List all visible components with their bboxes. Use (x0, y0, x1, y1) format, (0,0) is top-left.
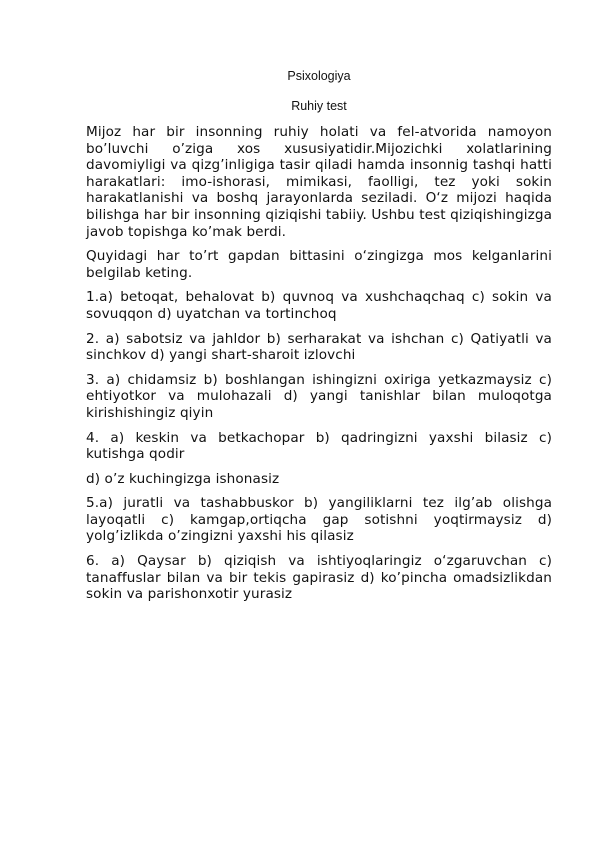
question-4: 4. a) keskin va betkachopar b) qadringizni yaxshi bilasiz c) kutishga qodir (86, 429, 552, 463)
intro-paragraph: Mijoz har bir insonning ruhiy holati va fel-atvorida namoyon bo’luvchi o’ziga xos xususiyatidir.Mijozichki xolatlarining davomiyligi va qizg’inligiga tasir qiladi hamda insonnig tashqi hatti harakatlari: imo-ishorasi, mimikasi, faolligi, tez yoki sokin harakatlanishi va boshq jarayonlarda seziladi. O‘z mijozi haqida bilishga har bir insonning qiziqishi tabiiy. Ushbu test qiziqishingizga javob topishga ko’mak berdi. (86, 124, 552, 240)
instruction-paragraph: Quyidagi har to’rt gapdan bittasini o‘zingizga mos kelganlarini belgilab keting. (86, 248, 552, 281)
question-2: 2. a) sabotsiz va jahldor b) serharakat va ishchan c) Qatiyatli va sinchkov d) yangi shart-sharoit izlovchi (86, 330, 552, 364)
question-3: 3. a) chidamsiz b) boshlangan ishingizni oxiriga yetkazmaysiz c) ehtiyotkor va mulohazali d) yangi tanishlar bilan muloqotga kirishishingiz qiyin (86, 371, 552, 421)
question-1: 1.a) betoqat, behalovat b) quvnoq va xushchaqchaq c) sokin va sovuqqon d) uyatchan va tortinchoq (86, 289, 552, 322)
subject-heading: Psixologiya (287, 69, 351, 83)
question-5: 5.a) juratli va tashabbuskor b) yangiliklarni tez ilg’ab olishga layoqatli c) kamgap,ortiqcha gap sotishni yoqtirmaysiz d) yolg’izlikda o’zingizni yaxshi his qilasiz (86, 495, 552, 545)
question-4-option-d: d) o’z kuchingizga ishonasiz (86, 470, 280, 487)
test-title: Ruhiy test (291, 99, 347, 113)
question-6: 6. a) Qaysar b) qiziqish va ishtiyoqlaringiz o‘zgaruvchan c) tanaffuslar bilan va bir tekis gapirasiz d) ko’pincha omadsizlikdan sokin va parishonxotir yurasiz (86, 553, 552, 603)
